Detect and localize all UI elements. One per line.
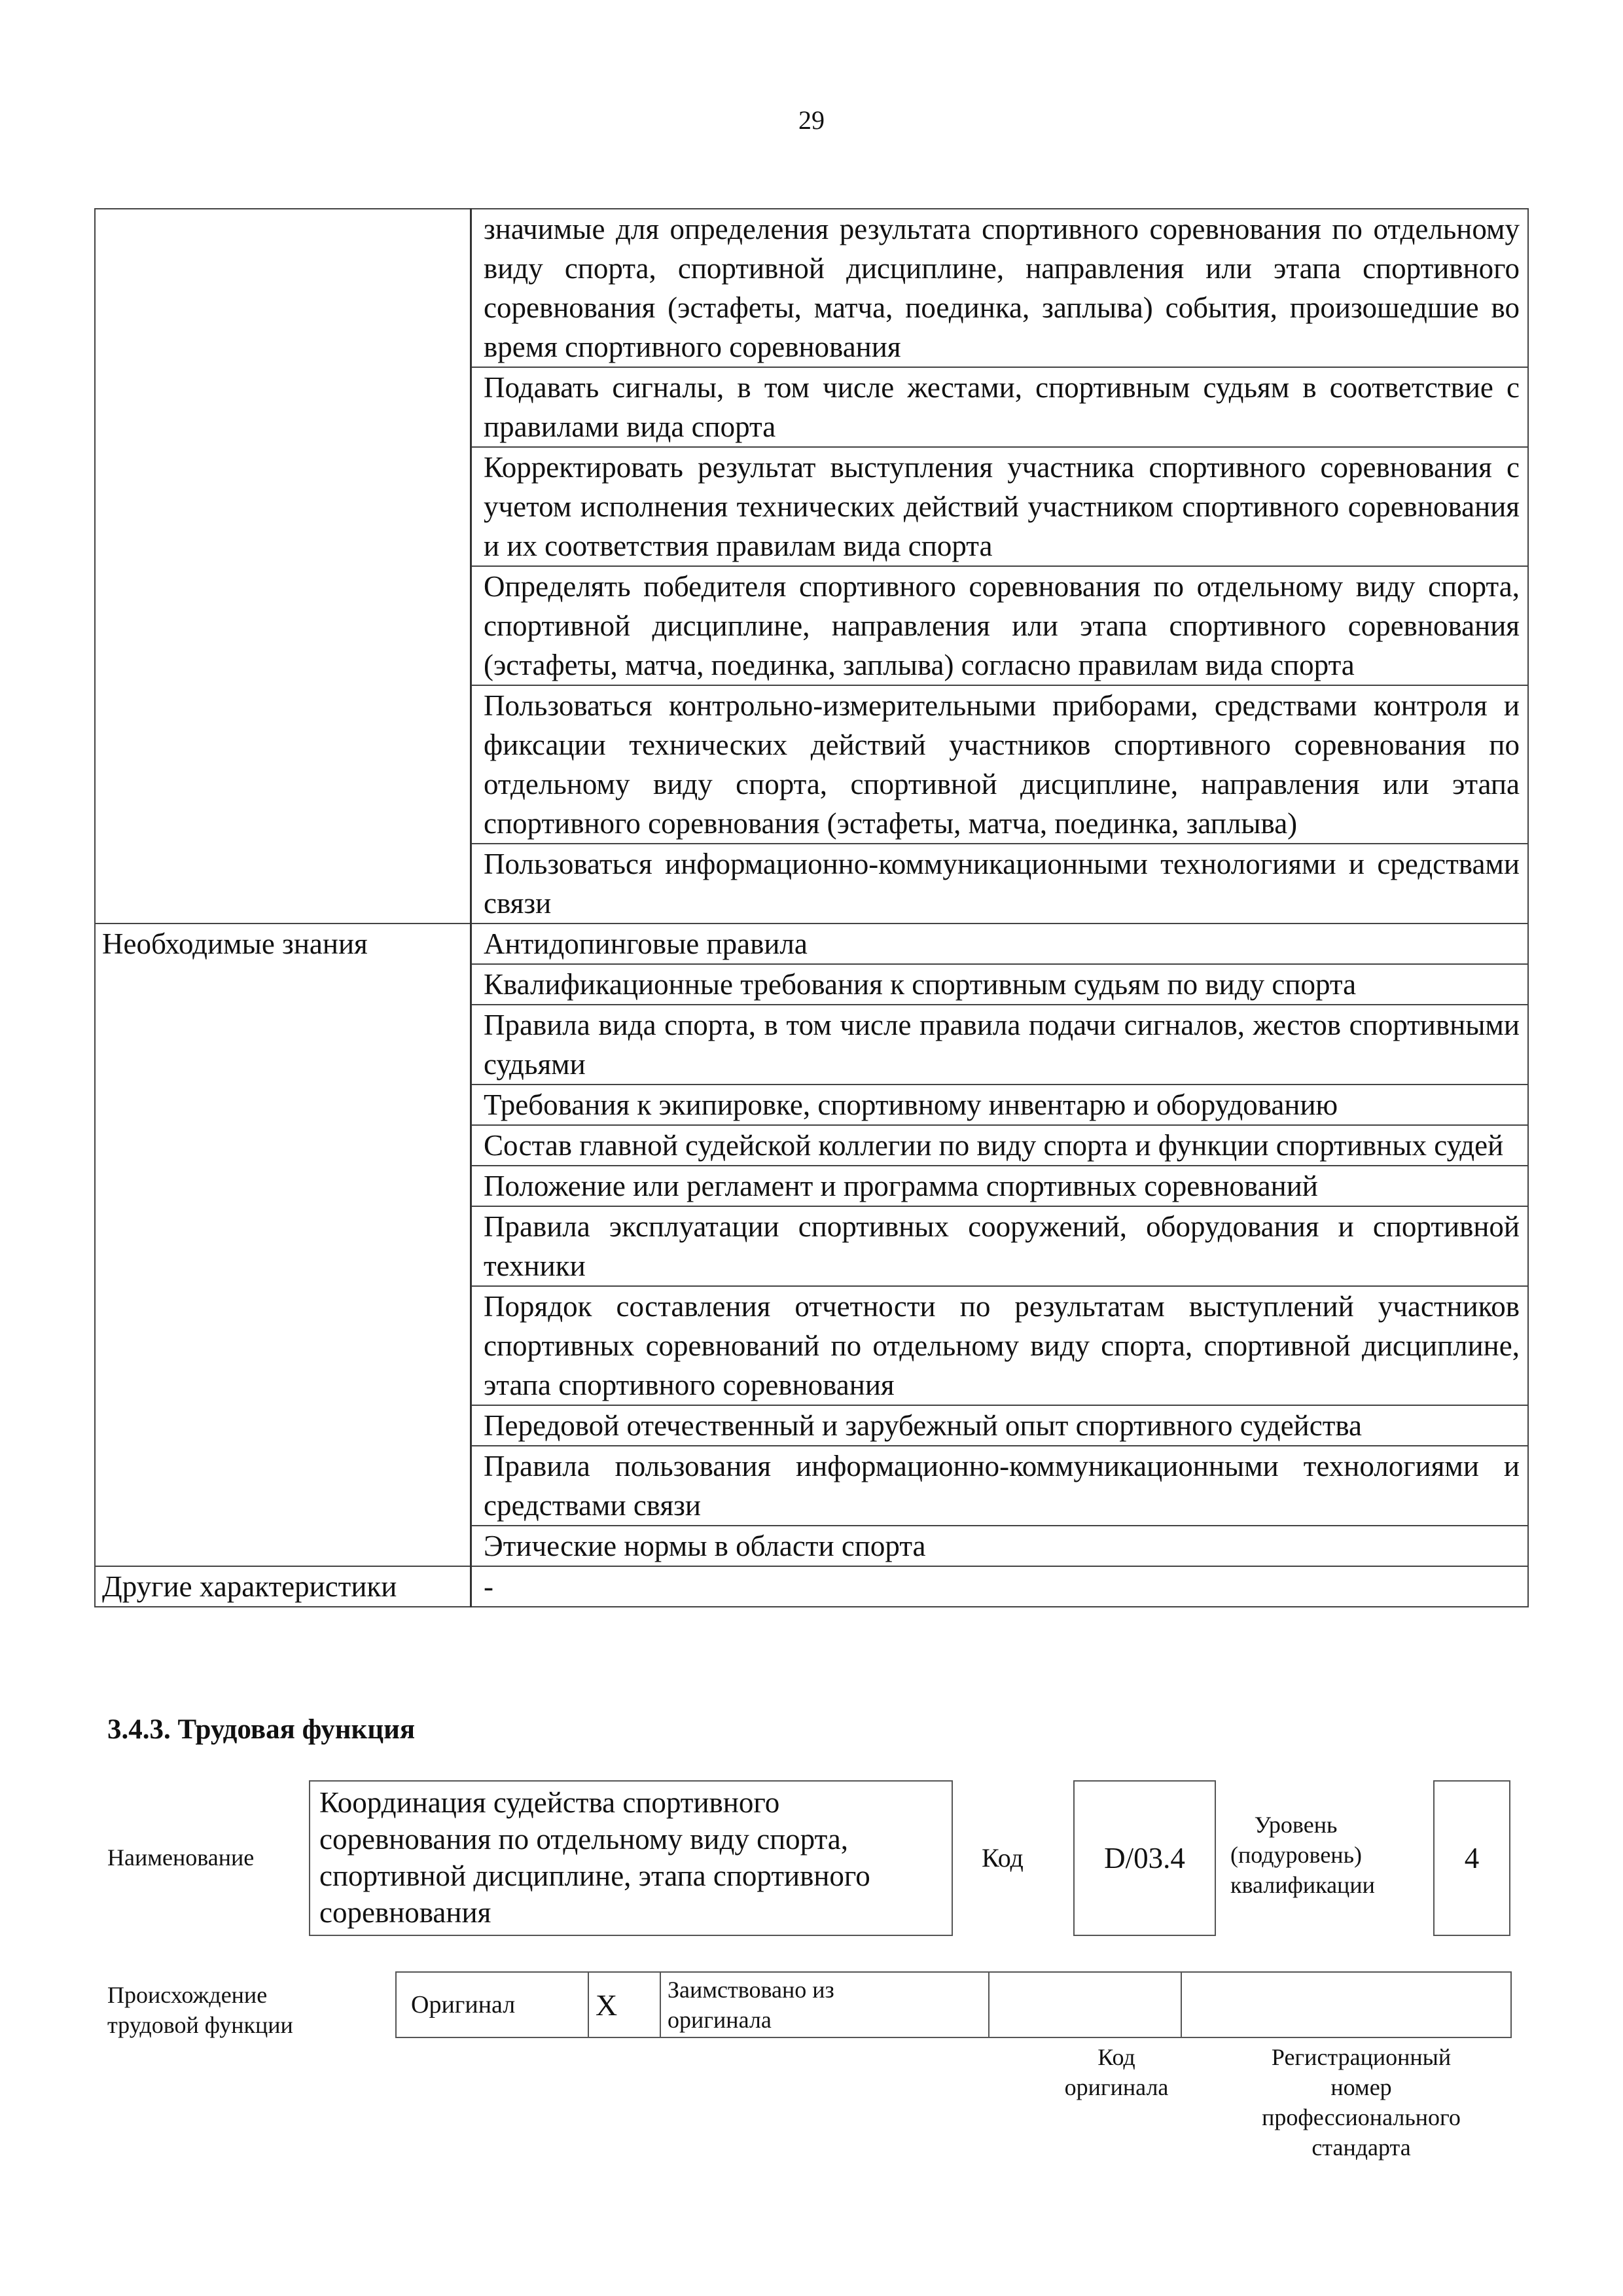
row-text: Корректировать результат выступления участника спортивного соревнования с учетом исполнения технических действий участником спортивного соревнования и их соответствия правилам вида спорта	[471, 447, 1529, 566]
table-row	[95, 1446, 1528, 1526]
row-text: Правила эксплуатации спортивных сооружений, оборудования и спортивной техники	[471, 1206, 1529, 1286]
table-row	[95, 1405, 1528, 1446]
table-row	[95, 566, 1528, 685]
code-value-box: D/03.4	[1073, 1780, 1216, 1936]
row-text: Пользоваться информационно-коммуникационными технологиями и средствами связи	[471, 844, 1529, 924]
code-caption	[1027, 2042, 1205, 2102]
original-code-cell	[989, 1972, 1181, 2037]
caption-line: Код	[1097, 2044, 1135, 2070]
row-text: Квалификационные требования к спортивным судьям по виду спорта	[471, 964, 1529, 1005]
row-text: -	[471, 1566, 1529, 1607]
row-label-knowledge: Необходимые знания	[95, 924, 471, 964]
table-row	[95, 1526, 1528, 1566]
original-cell: Оригинал	[396, 1972, 588, 2037]
caption-line: Регистрационный	[1271, 2044, 1452, 2070]
borrowed-line: Заимствовано из	[668, 1977, 834, 2003]
row-text: Правила пользования информационно-коммуникационными технологиями и средствами связи	[471, 1446, 1529, 1526]
row-label	[95, 1085, 471, 1125]
row-text: Антидопинговые правила	[471, 924, 1529, 964]
row-text: Передовой отечественный и зарубежный опыт спортивного судейства	[471, 1405, 1529, 1446]
table-row	[95, 1005, 1528, 1085]
row-label	[95, 1166, 471, 1206]
table-row	[95, 1566, 1528, 1607]
row-text: Определять победителя спортивного соревнования по отдельному виду спорта, спортивной дисциплине, направления или этапа спортивного соревнования (эстафеты, матча, поединка, заплыва) согласно правилам вида спорта	[471, 566, 1529, 685]
page-number: 29	[798, 105, 825, 135]
row-text: Требования к экипировке, спортивному инвентарю и оборудованию	[471, 1085, 1529, 1125]
row-label	[95, 209, 471, 367]
row-label	[95, 1405, 471, 1446]
table-row	[95, 447, 1528, 566]
table-row	[95, 964, 1528, 1005]
borrowed-line: оригинала	[668, 2007, 772, 2033]
table-row	[95, 1166, 1528, 1206]
table-row	[95, 367, 1528, 447]
section-heading: 3.4.3. Трудовая функция	[107, 1714, 416, 1745]
origin-label-line: Происхождение	[107, 1982, 268, 2008]
code-label: Код	[982, 1843, 1024, 1873]
row-label	[95, 844, 471, 924]
level-label-line: Уровень	[1254, 1812, 1338, 1838]
caption-line: оригинала	[1064, 2074, 1169, 2100]
row-label	[95, 1206, 471, 1286]
registration-caption	[1217, 2042, 1505, 2162]
origin-label-line: трудовой функции	[107, 2012, 293, 2038]
table-row	[95, 924, 1528, 964]
table-row	[95, 685, 1528, 844]
function-name-box: Координация судейства спортивного соревнования по отдельному виду спорта, спортивной дисциплине, этапа спортивного соревнования	[309, 1780, 953, 1936]
name-label: Наименование	[107, 1844, 255, 1871]
row-label	[95, 1526, 471, 1566]
level-label-line: квалификации	[1230, 1872, 1375, 1898]
row-label	[95, 685, 471, 844]
row-label-other: Другие характеристики	[95, 1566, 471, 1607]
registration-number-cell	[1181, 1972, 1511, 2037]
row-text: Положение или регламент и программа спортивных соревнований	[471, 1166, 1529, 1206]
table-row	[95, 1286, 1528, 1405]
caption-line: профессионального	[1262, 2104, 1461, 2130]
table-row	[396, 1972, 1511, 2037]
skills-knowledge-table	[94, 208, 1529, 1607]
row-text: Этические нормы в области спорта	[471, 1526, 1529, 1566]
table-row	[95, 844, 1528, 924]
row-label	[95, 964, 471, 1005]
caption-line: стандарта	[1311, 2134, 1411, 2161]
row-label	[95, 367, 471, 447]
table-row	[95, 1125, 1528, 1166]
borrowed-cell	[660, 1972, 989, 2037]
level-label	[1230, 1810, 1375, 1900]
row-label	[95, 447, 471, 566]
table-row	[95, 209, 1528, 367]
row-text: Пользоваться контрольно-измерительными приборами, средствами контроля и фиксации технических действий участников спортивного соревнования по отдельному виду спорта, спортивной дисциплине, направления или этапа спортивного соревнования (эстафеты, матча, поединка, заплыва)	[471, 685, 1529, 844]
row-text: Состав главной судейской коллегии по виду спорта и функции спортивных судей	[471, 1125, 1529, 1166]
row-label	[95, 1446, 471, 1526]
row-label	[95, 566, 471, 685]
row-text: Порядок составления отчетности по результатам выступлений участников спортивных соревнований по отдельному виду спорта, спортивной дисциплине, этапа спортивного соревнования	[471, 1286, 1529, 1405]
origin-label	[107, 1980, 293, 2040]
row-label	[95, 1125, 471, 1166]
row-label	[95, 1286, 471, 1405]
table-row	[95, 1206, 1528, 1286]
level-label-line: (подуровень)	[1230, 1842, 1362, 1868]
row-text: Правила вида спорта, в том числе правила подачи сигналов, жестов спортивными судьями	[471, 1005, 1529, 1085]
origin-table	[395, 1971, 1512, 2038]
original-mark: X	[588, 1972, 660, 2037]
row-label	[95, 1005, 471, 1085]
caption-line: номер	[1330, 2074, 1392, 2100]
level-value-box: 4	[1433, 1780, 1510, 1936]
table-row	[95, 1085, 1528, 1125]
row-text: Подавать сигналы, в том числе жестами, спортивным судьям в соответствие с правилами вида спорта	[471, 367, 1529, 447]
row-text: значимые для определения результата спортивного соревнования по отдельному виду спорта, спортивной дисциплине, направления или этапа спортивного соревнования (эстафеты, матча, поединка, заплыва) события, произошедшие во время спортивного соревнования	[471, 209, 1529, 367]
